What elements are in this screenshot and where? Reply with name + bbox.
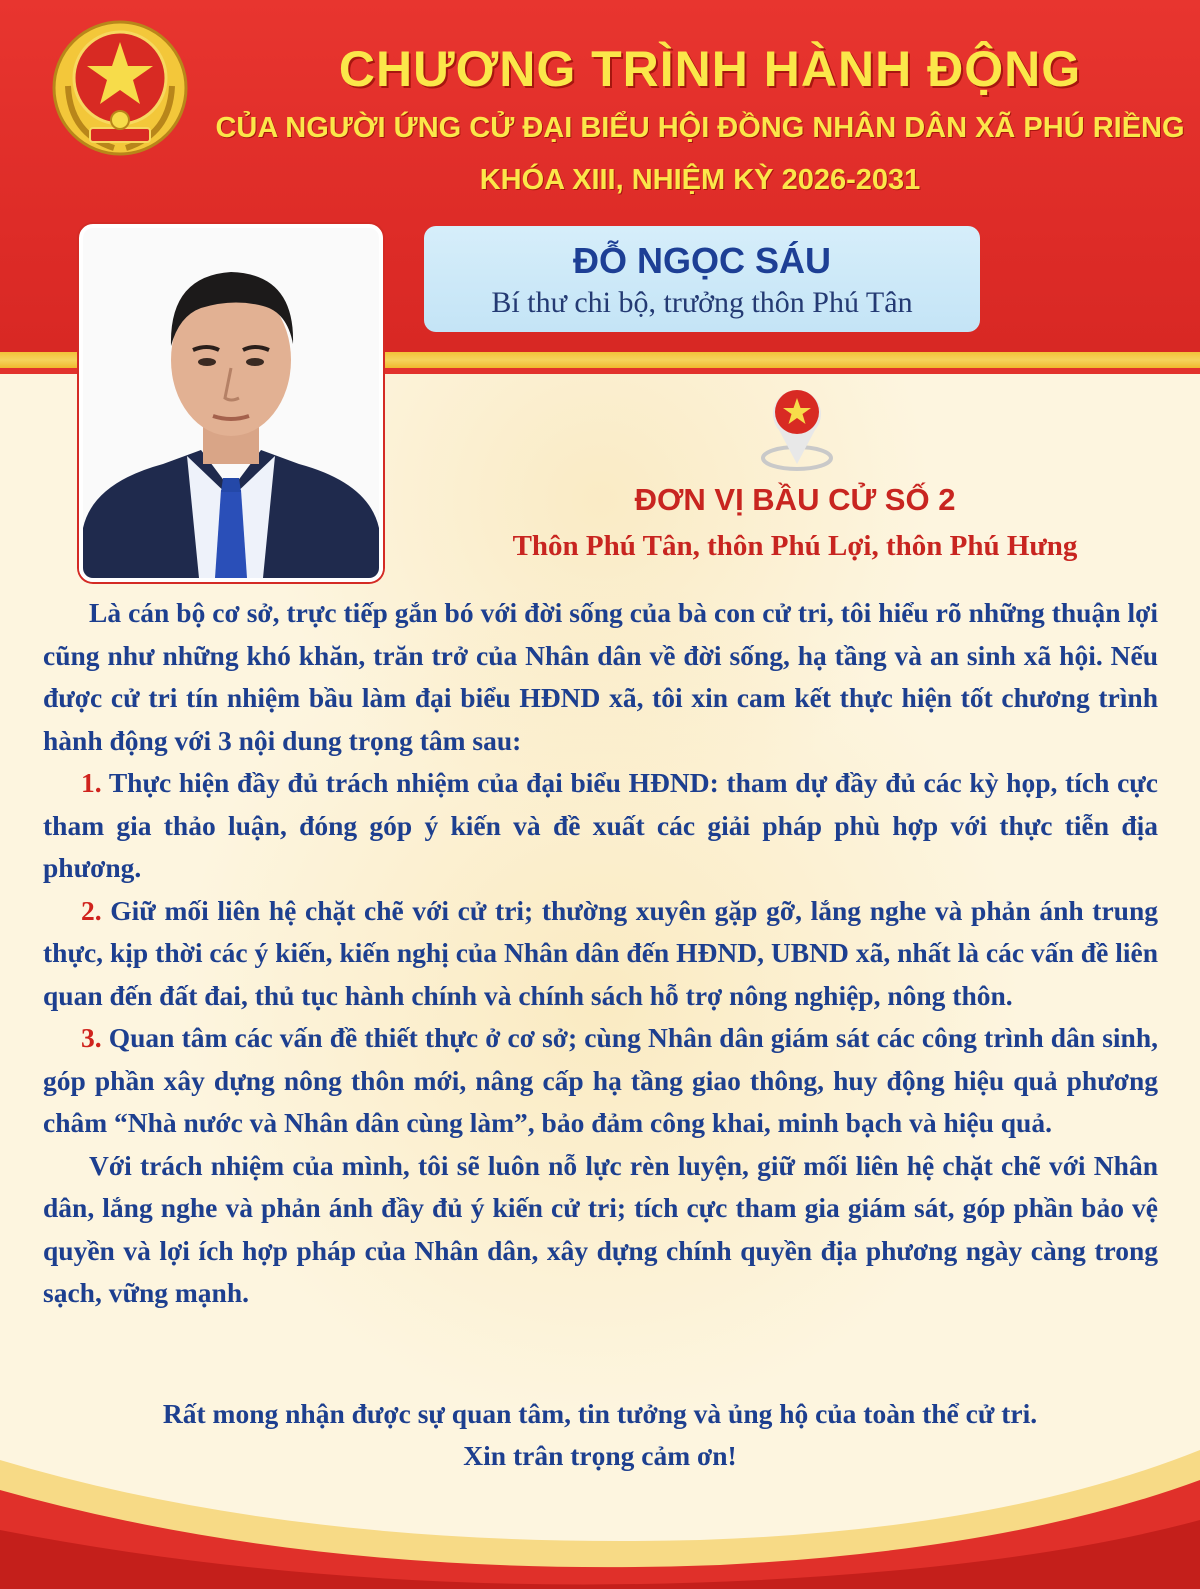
location-pin-flag-icon xyxy=(757,382,837,472)
action-program-body xyxy=(43,592,1158,1315)
page-subtitle: CỦA NGƯỜI ỨNG CỬ ĐẠI BIỂU HỘI ĐỒNG NHÂN DÂN XÃ PHÚ RIỀNG xyxy=(215,112,1185,144)
program-item-3 xyxy=(43,1017,1158,1145)
candidate-portrait xyxy=(83,228,379,578)
candidate-name-card xyxy=(424,226,980,332)
term-label: KHÓA XIII, NHIỆM KỲ 2026-2031 xyxy=(479,164,921,196)
conclusion-paragraph: Với trách nhiệm của mình, tôi sẽ luôn nỗ lực rèn luyện, giữ mối liên hệ chặt chẽ với Nhân dân, lắng nghe và phản ánh đầy đủ ý kiến cử tri; tích cực tham gia giám sát, góp phần bảo vệ quyền và lợi ích hợp pháp của Nhân dân, xây dựng chính quyền địa phương ngày càng trong sạch, vững mạnh. xyxy=(43,1149,1158,1308)
candidate-photo xyxy=(79,224,383,582)
item-number: 3. xyxy=(81,1022,102,1053)
item-number: 1. xyxy=(81,767,102,798)
program-item-1 xyxy=(43,762,1158,890)
item-text: Giữ mối liên hệ chặt chẽ với cử tri; thường xuyên gặp gỡ, lắng nghe và phản ánh trung thực, kịp thời các ý kiến, kiến nghị của Nhân dân đến HĐND, UBND xã, nhất là các vấn đề liên quan đến đất đai, thủ tục hành chính và chính sách hỗ trợ nông nghiệp, nông thôn. xyxy=(43,894,1159,1011)
district-title: ĐƠN VỊ BẦU CỬ SỐ 2 xyxy=(634,482,956,517)
item-text: Quan tâm các vấn đề thiết thực ở cơ sở; cùng Nhân dân giám sát các công trình dân sinh, góp phần xây dựng nông thôn mới, nâng cấp hạ tầng giao thông, huy động hiệu quả phương châm “Nhà nước và Nhân dân cùng làm”, bảo đảm công khai, minh bạch và hiệu quả. xyxy=(43,1022,1159,1138)
item-text: Thực hiện đầy đủ trách nhiệm của đại biểu HĐND: tham dự đầy đủ các kỳ họp, tích cực tham gia thảo luận, đóng góp ý kiến và đề xuất các giải pháp phù hợp với thực tiễn địa phương. xyxy=(43,767,1158,883)
district-areas: Thôn Phú Tân, thôn Phú Lợi, thôn Phú Hưng xyxy=(512,530,1078,562)
item-number: 2. xyxy=(81,894,102,926)
candidate-position: Bí thư chi bộ, trưởng thôn Phú Tân xyxy=(491,286,913,319)
national-emblem-icon xyxy=(48,16,193,161)
thanks-line: Xin trân trọng cảm ơn! xyxy=(463,1440,737,1471)
candidate-name: ĐỖ NGỌC SÁU xyxy=(572,240,831,281)
appeal-line: Rất mong nhận được sự quan tâm, tin tưởng và ủng hộ của toàn thể cử tri. xyxy=(162,1398,1038,1429)
page-title: CHƯƠNG TRÌNH HÀNH ĐỘNG xyxy=(338,41,1082,97)
program-item-2 xyxy=(43,890,1158,1018)
intro-paragraph: Là cán bộ cơ sở, trực tiếp gắn bó với đời sống của bà con cử tri, tôi hiểu rõ những thuận lợi cũng như những khó khăn, trăn trở của Nhân dân về đời sống, hạ tầng và an sinh xã hội. Nếu được cử tri tín nhiệm bầu làm đại biểu HĐND xã, tôi xin cam kết thực hiện tốt chương trình hành động với 3 nội dung trọng tâm sau: xyxy=(43,597,1158,756)
